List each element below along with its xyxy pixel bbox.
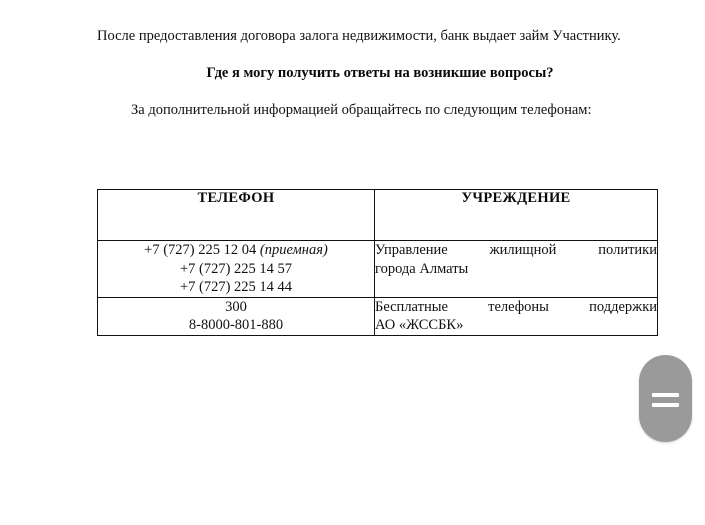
contacts-table: [97, 189, 658, 336]
phone-line: +7 (727) 225 14 44: [179, 279, 293, 296]
organization-line: города Алматы: [375, 260, 469, 277]
phone-line: 300: [225, 298, 247, 315]
organization-line: Бесплатные телефоны поддержки: [375, 298, 657, 315]
menu-icon-bar-bottom: [652, 403, 679, 407]
table-row: [98, 241, 658, 298]
cell-organization: [375, 297, 658, 335]
phone-line: +7 (727) 225 14 57: [179, 260, 293, 277]
phone-line: +7 (727) 225 12 04 (приемная): [144, 242, 328, 258]
organization-line: Управление жилищной политики: [375, 242, 657, 258]
section-heading: Где я могу получить ответы на возникшие вопросы?: [206, 64, 554, 81]
cell-organization: [375, 241, 658, 298]
table-header-row: [98, 190, 658, 241]
paragraph-contact-info: За дополнительной информацией обращайтесь по следующим телефонам:: [131, 101, 592, 118]
document-body: [97, 26, 653, 134]
organization-line: АО «ЖССБК»: [375, 317, 464, 334]
phone-line: 8-8000-801-880: [188, 317, 284, 334]
phone-note: (приемная): [259, 242, 328, 258]
cell-phones: [98, 241, 375, 298]
table-row: [98, 297, 658, 335]
column-header-organization: УЧРЕЖДЕНИЕ: [375, 190, 658, 241]
cell-phones: [98, 297, 375, 335]
menu-handle-button[interactable]: [639, 355, 692, 442]
column-header-phone: ТЕЛЕФОН: [98, 190, 375, 241]
paragraph-intro: После предоставления договора залога недвижимости, банк выдает займ Участнику.: [97, 28, 621, 44]
menu-icon-bar-top: [652, 393, 679, 397]
